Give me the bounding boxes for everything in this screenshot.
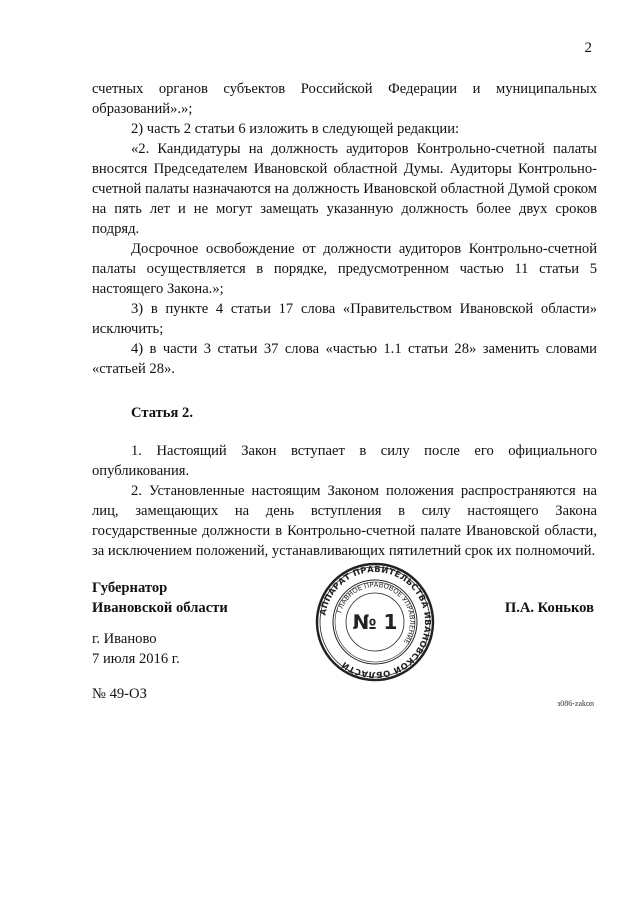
law-number: № 49-ОЗ — [92, 686, 147, 702]
signatory-title-line: Губернатор — [92, 580, 168, 596]
paragraph: 1. Настоящий Закон вступает в силу после его официального опубликования. — [92, 443, 597, 479]
paragraph: 4) в части 3 статьи 37 слова «частью 1.1 статьи 28» заменить словами «статьей 28». — [92, 341, 597, 377]
signatory-title-line: Ивановской области — [92, 600, 228, 616]
signatory-name: П.А. Коньков — [504, 600, 594, 616]
stamp-outer-text: АППАРАТ ПРАВИТЕЛЬСТВА ИВАНОВСКОЙ ОБЛАСТИ — [317, 563, 434, 681]
document-body — [92, 79, 597, 561]
stamp-graphic — [315, 562, 435, 682]
paragraph: 3) в пункте 4 статьи 17 слова «Правительством Ивановской области» исключить; — [92, 301, 597, 337]
city: г. Иваново — [92, 631, 157, 647]
paragraph: 2) часть 2 статьи 6 изложить в следующей редакции: — [131, 121, 460, 137]
document-code: з086-zakon — [557, 699, 594, 708]
article-heading: Статья 2. — [131, 405, 193, 421]
page-number: 2 — [584, 40, 592, 56]
paragraph: Досрочное освобождение от должности аудиторов Контрольно-счетной палаты осуществляется в порядке, предусмотренном частью 11 статьи 5 настоящего Закона.»; — [92, 241, 597, 297]
paragraph: 2. Установленные настоящим Законом положения распространяются на лиц, замещающих на день вступления в силу настоящего Закона государственные должности в Контрольно-счетной палате Ивановской области, за исключением положений, устанавливающих пятилетний срок их полномочий. — [92, 483, 597, 559]
date: 7 июля 2016 г. — [92, 651, 180, 667]
stamp-inner-text: ГЛАВНОЕ ПРАВОВОЕ УПРАВЛЕНИЕ — [335, 580, 417, 646]
seal-stamp — [315, 562, 435, 682]
signatory-title — [92, 578, 228, 618]
paragraph: «2. Кандидатуры на должность аудиторов Контрольно-счетной палаты вносятся Председателем Ивановской областной Думы. Аудиторы Контрольно-счетной палаты назначаются на должность Ивановской областной Думой сроком на пять лет и не могут замещать указанную должность более двух сроков подряд. — [92, 141, 597, 237]
stamp-center-text: № 1 — [352, 610, 398, 634]
paragraph: счетных органов субъектов Российской Федерации и муниципальных образований».»; — [92, 81, 597, 117]
